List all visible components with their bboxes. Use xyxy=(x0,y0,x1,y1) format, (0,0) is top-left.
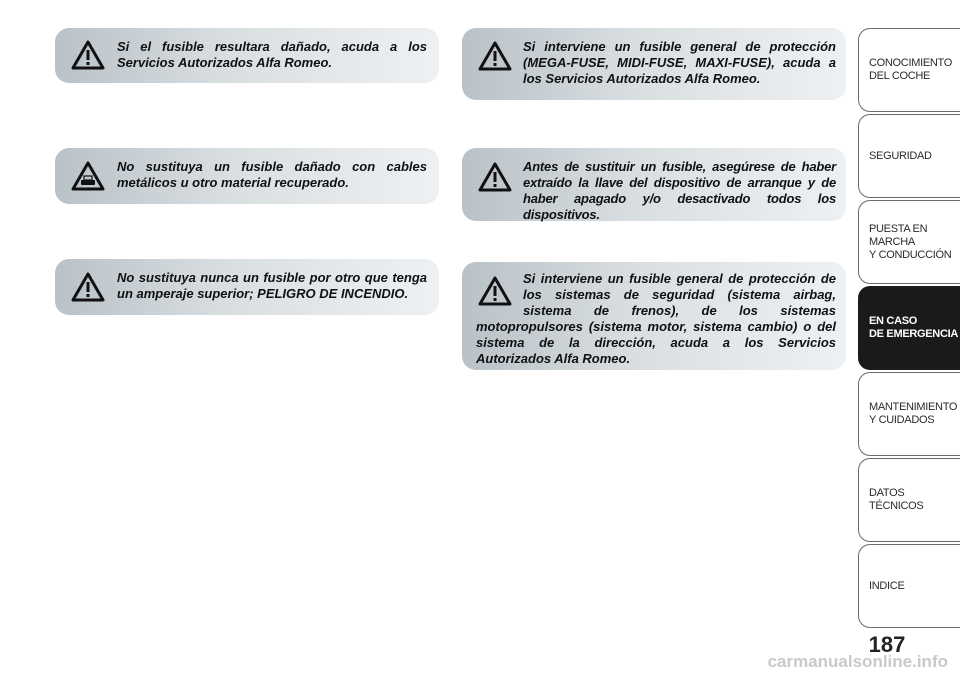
tab-datos-tecnicos[interactable] xyxy=(858,458,960,542)
warning-triangle-icon xyxy=(478,162,512,192)
tab-label: DATOS TÉCNICOS xyxy=(869,487,924,512)
warning-text: Si interviene un fusible general de protección de los sistemas de seguridad (sistema airbag, sistema de frenos), de los sistemas motopropulsores (sistema motor, sistema cambio) o del sistema de la dirección, acuda a los Servicios Autorizados Alfa Romeo. xyxy=(476,271,836,366)
tab-label: PUESTA EN MARCHA Y CONDUCCIÓN xyxy=(869,222,952,261)
warning-text: Si interviene un fusible general de protección (MEGA-FUSE, MIDI-FUSE, MAXI-FUSE), acuda a los Servicios Autorizados Alfa Romeo. xyxy=(523,39,836,86)
tab-label: INDICE xyxy=(869,579,905,592)
warning-box-6 xyxy=(462,262,846,370)
warning-triangle-icon xyxy=(478,41,512,71)
watermark-text: carmanualsonline.info xyxy=(767,652,948,671)
warning-text: Si el fusible resultara dañado, acuda a los Servicios Autorizados Alfa Romeo. xyxy=(117,39,427,70)
warning-text: No sustituya nunca un fusible por otro que tenga un amperaje superior; PELIGRO DE INCENDIO. xyxy=(117,270,427,301)
tab-conocimiento-del-coche[interactable] xyxy=(858,28,960,112)
tab-label: EN CASO DE EMERGENCIA xyxy=(869,315,958,340)
tab-label: MANTENIMIENTO Y CUIDADOS xyxy=(869,401,958,426)
tab-indice[interactable] xyxy=(858,544,960,628)
tab-puesta-en-marcha[interactable] xyxy=(858,200,960,284)
warning-box-5 xyxy=(462,148,846,221)
warning-triangle-icon xyxy=(71,40,105,70)
warning-text: Antes de sustituir un fusible, asegúrese de haber extraído la llave del dispositivo de arranque y de haber apagado y/o desactivado todos los dispositivos. xyxy=(523,159,836,222)
page-number: 187 xyxy=(868,632,906,657)
tab-seguridad[interactable] xyxy=(858,114,960,198)
warning-text: No sustituya un fusible dañado con cables metálicos u otro material recuperado. xyxy=(117,159,427,190)
icon-spacer xyxy=(476,271,523,319)
warning-box-3 xyxy=(55,259,439,315)
tab-en-caso-de-emergencia[interactable] xyxy=(858,286,960,370)
warning-box-2 xyxy=(55,148,439,204)
warning-box-4 xyxy=(462,28,846,100)
tab-label: CONOCIMIENTO DEL COCHE xyxy=(869,57,952,82)
fuse-warning-icon xyxy=(71,161,105,191)
tab-mantenimiento[interactable] xyxy=(858,372,960,456)
warning-triangle-icon xyxy=(71,272,105,302)
tab-label: SEGURIDAD xyxy=(869,149,932,162)
warning-box-1 xyxy=(55,28,439,83)
